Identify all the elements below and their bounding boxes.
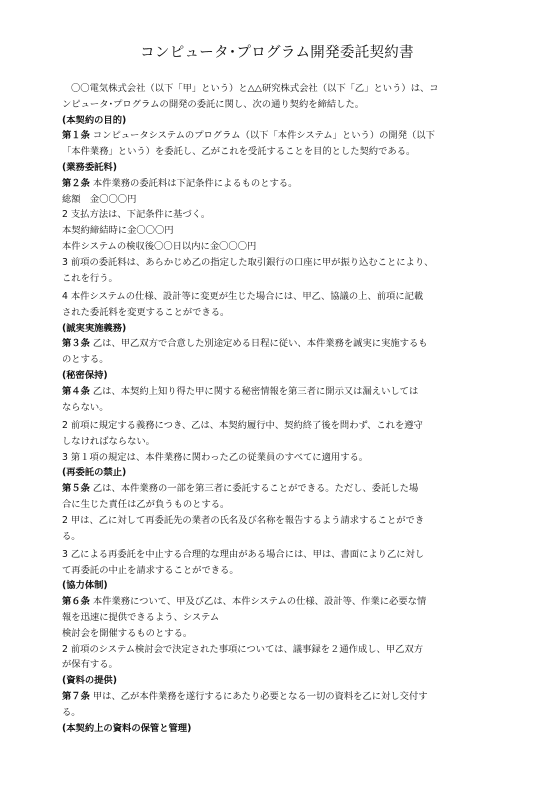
article-line [62,176,492,192]
article-number: 第６条 [62,596,90,608]
text-line [62,642,492,658]
line-text: (本契約上の資料の保管と管理) [62,722,192,734]
line-text: コンピュータシステムのプログラム（以下「本件システム」という）の開発（以下 [89,130,435,142]
line-text: 〇〇電気株式会社（以下「甲」という）と△△研究株式会社（以下「乙」という）は、コ [71,83,439,94]
text-line [62,97,492,113]
section-heading [62,368,492,384]
text-line [62,352,492,368]
article-line [62,594,492,610]
section-heading [62,321,492,337]
article-number: 第３条 [62,338,90,350]
line-text: 乙は、甲乙双方で合意した別途定める日程に従い、本件業務を誠実に実施するも [89,338,428,350]
line-text: 総額 金〇〇〇円 [62,193,137,205]
line-text: る。 [62,706,81,718]
line-text: 3 前項の委託料は、あらかじめ乙の指定した取引銀行の口座に甲が振り込むことにより、 [62,256,434,268]
line-text: 乙は、本件業務の一部を第三者に委託することができる。ただし、委託した場 [89,483,419,495]
text-line [62,450,492,466]
text-line [62,192,492,208]
section-heading [62,721,492,737]
text-line [62,239,492,255]
text-line [62,289,492,305]
line-text: ンピュータ･プログラムの開発の委託に関し、次の通り契約を締結した。 [62,98,365,110]
line-text: ならない。 [62,401,109,413]
article-line [62,689,492,705]
line-text: (業務委託料) [62,161,117,173]
line-text: (秘密保持) [62,369,108,381]
text-line [62,610,492,626]
line-text: 4 本件システムの仕様、設計等に変更が生じた場合には、甲乙、協議の上、前項に記載 [62,290,424,302]
line-text: 甲は、乙が本件業務を遂行するにあたり必要となる一切の資料を乙に対し交付す [89,691,428,703]
article-line [62,481,492,497]
article-number: 第１条 [62,130,90,142]
section-heading [62,113,492,129]
line-text: 本件システムの検収後〇〇日以内に金〇〇〇円 [62,240,257,252]
article-line [62,128,492,144]
text-line [62,81,492,97]
line-text: 3 第１項の規定は、本件業務に関わった乙の従業員のすべてに適用する。 [62,451,369,463]
text-line [62,255,492,271]
line-text: (再委託の禁止) [62,467,127,479]
line-text: のとする。 [62,354,109,366]
text-line [62,400,492,416]
section-heading [62,578,492,594]
line-text: 本件業務の委託料は下記条件によるものとする。 [89,177,298,189]
text-line [62,418,492,434]
line-text: (資料の提供) [62,675,117,687]
section-heading [62,673,492,689]
text-line [62,513,492,529]
text-line [62,626,492,642]
line-text: 2 前項のシステム検討会で決定された事項については、議事録を２通作成し、甲乙双方 [62,643,424,655]
line-text: しなければならない。 [62,435,155,447]
text-line [62,271,492,287]
line-text: る。 [62,530,81,542]
line-text: 2 甲は、乙に対して再委託先の業者の氏名及び名称を報告するよう請求することができ [62,514,425,526]
line-text: 本契約締結時に金〇〇〇円 [62,225,174,237]
text-line [62,223,492,239]
text-line [62,144,492,160]
text-line [62,305,492,321]
text-line [62,207,492,223]
article-number: 第７条 [62,691,90,703]
line-text: (本契約の目的) [62,114,127,126]
article-line [62,336,492,352]
section-heading [62,160,492,176]
line-text: (協力体制) [62,580,108,592]
text-line [62,657,492,673]
line-text: が保有する。 [62,659,118,671]
line-text: 乙は、本契約上知り得た甲に関する秘密情報を第三者に開示又は漏えいしては [89,385,419,397]
line-text: された委託料を変更することができる。 [62,306,230,318]
line-text: 「本件業務」という）を委託し、乙がこれを受託することを目的とした契約である。 [62,146,416,158]
document-title: コンピュータ･プログラム開発委託契約書 [140,45,414,61]
line-text: て再委託の中止を請求することができる。 [62,564,239,576]
article-number: 第４条 [62,385,90,397]
article-number: 第２条 [62,177,90,189]
text-line [62,705,492,721]
line-text: 本件業務について、甲及び乙は、本件システムの仕様、設計等、作業に必要な情 [89,596,427,608]
text-line [62,547,492,563]
text-line [62,529,492,545]
line-text: 3 乙による再委託を中止する合理的な理由がある場合には、甲は、書面により乙に対し [62,548,425,560]
line-text: 合に生じた責任は乙が負うものとする。 [62,498,230,510]
line-text: (誠実実施義務) [62,322,127,334]
line-text: 報を迅速に提供できるよう、システム [62,612,220,624]
line-text: これを行う。 [62,272,118,284]
section-heading [62,465,492,481]
text-line [62,563,492,579]
article-number: 第５条 [62,483,90,495]
article-line [62,384,492,400]
line-text: 2 前項に規定する義務につき、乙は、本契約履行中、契約終了後を問わず、これを遵守 [62,419,423,431]
text-line [62,434,492,450]
document-body [62,81,492,736]
text-line [62,497,492,513]
line-text: 検討会を開催するものとする。 [62,627,193,639]
line-text: 2 支払方法は、下記条件に基づく。 [62,209,211,221]
